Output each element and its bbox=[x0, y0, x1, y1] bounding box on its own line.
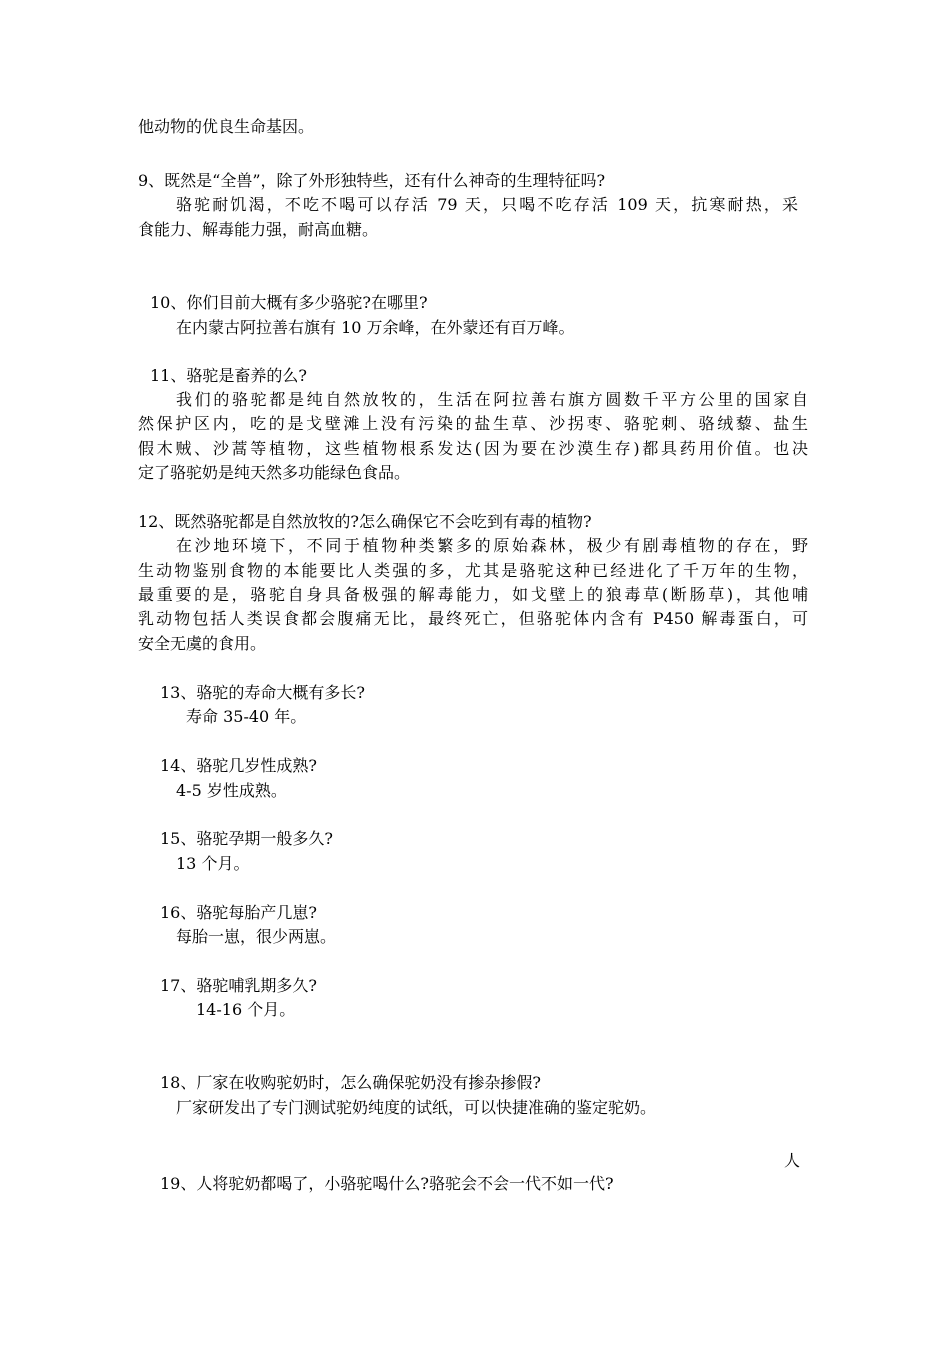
answer-15: 13 个月。 bbox=[176, 854, 250, 873]
question-16: 16、骆驼每胎产几崽? bbox=[160, 903, 317, 922]
question-11: 11、骆驼是畜养的么? bbox=[150, 366, 307, 385]
question-18: 18、厂家在收购驼奶时，怎么确保驼奶没有掺杂掺假? bbox=[160, 1073, 541, 1092]
answer-16: 每胎一崽，很少两崽。 bbox=[176, 927, 337, 946]
question-17: 17、骆驼哺乳期多久? bbox=[160, 976, 317, 995]
question-10: 10、你们目前大概有多少骆驼?在哪里? bbox=[150, 293, 428, 312]
answer-12-line-1: 在沙地环境下，不同于植物种类繁多的原始森林，极少有剧毒植物的存在，野 bbox=[176, 536, 808, 555]
answer-17: 14-16 个月。 bbox=[196, 1000, 296, 1019]
answer-11-line-1: 我们的骆驼都是纯自然放牧的，生活在阿拉善右旗方圆数千平方公里的国家自 bbox=[176, 390, 808, 409]
question-9: 9、既然是“全兽”，除了外形独特些，还有什么神奇的生理特征吗? bbox=[138, 171, 606, 190]
answer-11-line-3: 假木贼、沙蒿等植物，这些植物根系发达(因为要在沙漠生存)都具药用价值。也决 bbox=[138, 439, 808, 458]
stray-character: 人 bbox=[784, 1151, 801, 1170]
answer-11-line-2: 然保护区内，吃的是戈壁滩上没有污染的盐生草、沙拐枣、骆驼刺、骆绒藜、盐生 bbox=[138, 414, 808, 433]
answer-9-line-1: 骆驼耐饥渴，不吃不喝可以存活 79 天，只喝不吃存活 109 天，抗寒耐热，采 bbox=[176, 195, 798, 214]
answer-12-line-4: 乳动物包括人类误食都会腹痛无比，最终死亡，但骆驼体内含有 P450 解毒蛋白，可 bbox=[138, 609, 808, 628]
question-15: 15、骆驼孕期一般多久? bbox=[160, 829, 333, 848]
answer-9-line-2: 食能力、解毒能力强，耐高血糖。 bbox=[138, 220, 379, 239]
answer-10: 在内蒙古阿拉善右旗有 10 万余峰，在外蒙还有百万峰。 bbox=[176, 318, 575, 337]
answer-12-line-3: 最重要的是，骆驼自身具备极强的解毒能力，如戈壁上的狼毒草(断肠草)，其他哺 bbox=[138, 585, 808, 604]
answer-11-line-4: 定了骆驼奶是纯天然多功能绿色食品。 bbox=[138, 463, 411, 482]
continuation-text: 他动物的优良生命基因。 bbox=[138, 117, 315, 136]
answer-12-line-2: 生动物鉴别食物的本能要比人类强的多，尤其是骆驼这种已经进化了千万年的生物， bbox=[138, 561, 808, 580]
question-12: 12、既然骆驼都是自然放牧的?怎么确保它不会吃到有毒的植物? bbox=[138, 512, 592, 531]
question-13: 13、骆驼的寿命大概有多长? bbox=[160, 683, 365, 702]
question-19: 19、人将驼奶都喝了，小骆驼喝什么?骆驼会不会一代不如一代? bbox=[160, 1174, 614, 1193]
question-14: 14、骆驼几岁性成熟? bbox=[160, 756, 317, 775]
answer-13: 寿命 35-40 年。 bbox=[186, 707, 307, 726]
answer-18: 厂家研发出了专门测试驼奶纯度的试纸，可以快捷准确的鉴定驼奶。 bbox=[176, 1098, 657, 1117]
answer-14: 4-5 岁性成熟。 bbox=[176, 781, 287, 800]
answer-12-line-5: 安全无虞的食用。 bbox=[138, 634, 267, 653]
